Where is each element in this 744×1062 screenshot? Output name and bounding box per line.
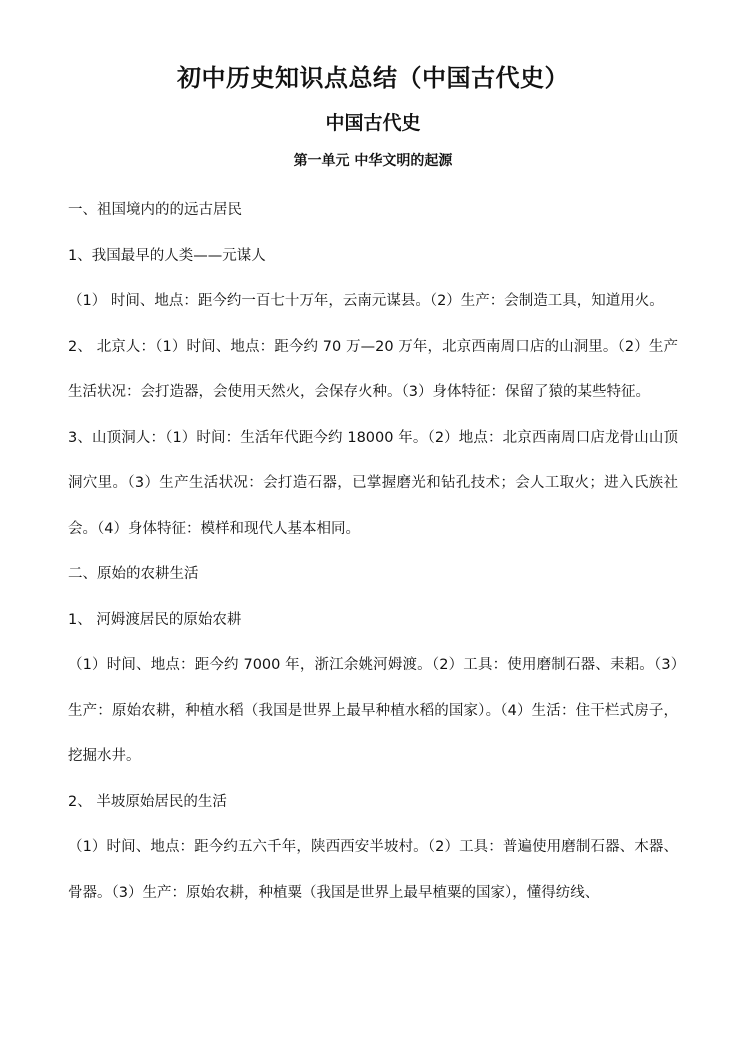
paragraph-hemudu-details: （1）时间、地点：距今约 7000 年，浙江余姚河姆渡。（2）工具：使用磨制石器、耒耜。（3）生产：原始农耕，种植水稻（我国是世界上最早种植水稻的国家）。（4）生活：住干栏式房子，挖掘水井。: [68, 657, 678, 764]
paragraph-peking-man: 2、 北京人：（1）时间、地点：距今约 70 万—20 万年，北京西南周口店的山洞里。（2）生产生活状况：会打造器，会使用天然火，会保存火种。（3）身体特征：保留了猿的某些特征。: [68, 338, 678, 400]
paragraph-banpo-details: （1）时间、地点：距今约五六千年，陕西西安半坡村。（2）工具：普遍使用磨制石器、木器、骨器。（3）生产：原始农耕，种植粟（我国是世界上最早植粟的国家），懂得纺线、: [68, 839, 678, 901]
document-subtitle: 中国古代史: [325, 112, 421, 134]
document-title: 初中历史知识点总结（中国古代史）: [177, 64, 569, 92]
unit-heading: 第一单元 中华文明的起源: [293, 153, 453, 169]
item-heading-hemudu: 1、 河姆渡居民的原始农耕: [68, 611, 242, 628]
paragraph-upper-cave-man: 3、山顶洞人：（1）时间：生活年代距今约 18000 年。（2）地点：北京西南周口店龙骨山山顶洞穴里。（3）生产生活状况：会打造石器，已掌握磨光和钻孔技术；会人工取火；进入氏族社会。（4）身体特征：模样和现代人基本相同。: [68, 429, 678, 537]
item-heading-banpo: 2、 半坡原始居民的生活: [68, 793, 227, 810]
section-heading-farming-life: 二、原始的农耕生活: [68, 566, 199, 582]
document-body: [68, 188, 678, 916]
section-heading-ancient-residents: 一、祖国境内的的远古居民: [68, 202, 242, 218]
item-heading-yuanmou-man: 1、我国最早的人类——元谋人: [68, 247, 266, 264]
paragraph-yuanmou-details: （1） 时间、地点：距今约一百七十万年，云南元谋县。（2）生产：会制造工具，知道用火。: [68, 293, 664, 309]
